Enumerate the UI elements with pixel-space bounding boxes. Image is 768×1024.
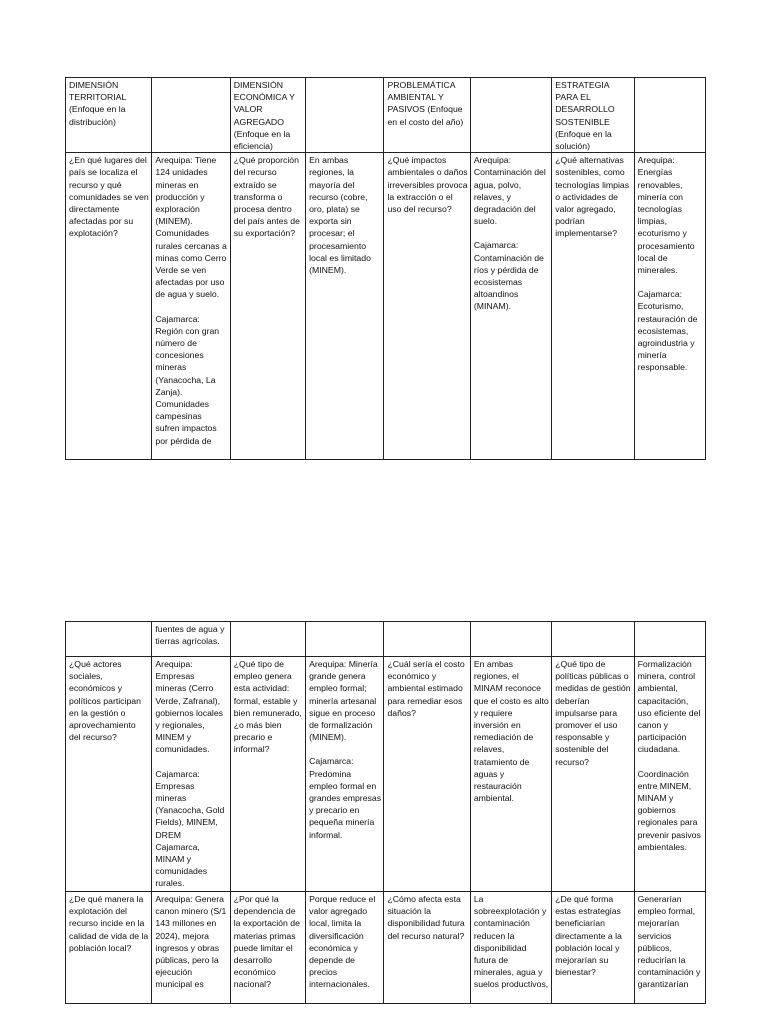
cell-text: ¿Qué actores sociales, económicos y políticos participan en la gestión o aprovechamiento del recurso? — [69, 659, 144, 743]
cell-text: Cajamarca: Contaminación de ríos y pérdida de ecosistemas altoandinos (MINAM). — [473, 240, 547, 312]
cell-text: Formalización minera, control ambiental, capacitación, uso eficiente del canon y participación ciudadana. — [637, 659, 703, 755]
table-page-1 — [65, 77, 706, 460]
continuation-cell — [306, 622, 384, 657]
cell-text: Arequipa: Genera canon minero (S/1 143 millones en 2024), mejora ingresos y obras públicas, pero la ejecución municipal es — [155, 894, 229, 990]
continuation-cell — [66, 622, 152, 657]
header-cell-empty — [306, 78, 384, 153]
cell-text: Arequipa: Minería grande genera empleo formal; minería artesanal sigue en proceso de formalización (MINEM). — [309, 659, 381, 743]
continuation-row — [66, 622, 706, 657]
question-cell — [552, 153, 634, 460]
question-cell — [230, 657, 305, 892]
table-row — [66, 892, 706, 1004]
cell-text: ¿Qué impactos ambientales o daños irreversibles provoca la extracción o el uso del recurso? — [387, 155, 471, 215]
table-page-2 — [65, 621, 706, 1004]
answer-cell — [306, 657, 384, 892]
cell-text: ¿Por qué la dependencia de la exportación de materias primas puede limitar el desarrollo económico nacional? — [233, 894, 303, 990]
header-ambiental: PROBLEMÁTICA AMBIENTAL Y PASIVOS (Enfoque en el costo del año) — [384, 78, 470, 153]
cell-text: Arequipa: Empresas mineras (Cerro Verde, Zafranal), gobiernos locales y regionales, MINEM y comunidades. — [155, 659, 226, 755]
answer-cell — [634, 892, 705, 1004]
continuation-cell — [634, 622, 705, 657]
cell-text: En ambas regiones, la mayoría del recurso (cobre, oro, plata) se exporta sin procesar; el procesamiento local es limitado (MINEM). — [309, 155, 374, 276]
cell-text: ¿Qué alternativas sostenibles, como tecnologías limpias o actividades de valor agregado, podrían implementarse? — [555, 155, 632, 239]
header-cell-empty — [152, 78, 230, 153]
question-cell — [66, 153, 152, 460]
continuation-cell — [152, 622, 230, 657]
answer-cell — [152, 657, 230, 892]
table-header-row — [66, 78, 706, 153]
answer-cell — [470, 153, 551, 460]
answer-cell — [152, 153, 230, 460]
question-cell — [552, 657, 634, 892]
cell-text: La sobreexplotación y contaminación reducen la disponibilidad futura de minerales, agua y suelos productivos, — [473, 894, 549, 990]
question-cell — [230, 153, 305, 460]
header-estrategia: ESTRATEGIA PARA EL DESARROLLO SOSTENIBLE (Enfoque en la solución) — [552, 78, 634, 153]
answer-cell — [634, 153, 705, 460]
table-row — [66, 657, 706, 892]
cell-text: ¿Qué tipo de empleo genera esta actividad: formal, estable y bien remunerado, ¿o más bien precario e informal? — [233, 659, 305, 755]
header-cell-empty — [634, 78, 705, 153]
continuation-cell — [470, 622, 551, 657]
cell-text: ¿De qué forma estas estrategias beneficiarían directamente a la población local y mejorarían su bienestar? — [555, 894, 625, 978]
cell-text: En ambas regiones, el MINAM reconoce que el costo es alto y requiere inversión en remediación de relaves, tratamiento de aguas y restauración ambiental. — [473, 659, 552, 804]
cell-text: ¿Qué proporción del recurso extraído se transforma o procesa dentro del país antes de su exportación? — [233, 155, 303, 239]
cell-text: ¿En qué lugares del país se localiza el recurso y qué comunidades se ven directamente afectadas por su explotación? — [69, 155, 152, 239]
cell-text: Arequipa: Tiene 124 unidades mineras en producción y exploración (MINEM). Comunidades rurales cercanas a minas como Cerro Verde se ven afectadas por uso de agua y suelo. — [155, 155, 230, 300]
cell-text: ¿De qué manera la explotación del recurso incide en la calidad de vida de la población local? — [69, 894, 151, 953]
continuation-cell — [230, 622, 305, 657]
answer-cell — [470, 657, 551, 892]
question-cell — [66, 892, 152, 1004]
cell-text: Generarían empleo formal, mejorarían servicios públicos, reducirían la contaminación y garantizarían — [637, 894, 703, 990]
answer-cell — [152, 892, 230, 1004]
cell-text: ¿Cómo afecta esta situación la disponibilidad futura del recurso natural? — [387, 894, 468, 941]
question-cell — [66, 657, 152, 892]
cell-text: Porque reduce el valor agregado local, limita la diversificación económica y depende de precios internacionales. — [309, 894, 378, 990]
cell-text: ¿Cuál sería el costo económico y ambiental estimado para remediar esos daños? — [387, 659, 468, 718]
cell-text: Arequipa: Energías renovables, minería con tecnologías limpias, ecoturismo y procesamiento local de minerales. — [637, 155, 697, 276]
cell-text: Coordinación entre MINEM, MINAM y gobiernos regionales para prevenir pasivos ambientales. — [637, 768, 704, 852]
answer-cell — [306, 892, 384, 1004]
cell-text: fuentes de agua y tierras agrícolas. — [155, 624, 227, 647]
header-cell-empty — [470, 78, 551, 153]
answer-cell — [470, 892, 551, 1004]
cell-text: Cajamarca: Región con gran número de concesiones mineras (Yanacocha, La Zanja). Comunidades campesinas sufren impactos por pérdida de — [155, 313, 222, 446]
cell-text: Cajamarca: Ecoturismo, restauración de ecosistemas, agroindustria y minería responsable. — [637, 289, 700, 373]
header-territorial: DIMENSIÓN TERRITORIAL (Enfoque en la distribución) — [66, 78, 152, 153]
question-cell — [230, 892, 305, 1004]
continuation-cell — [552, 622, 634, 657]
question-cell — [384, 657, 470, 892]
cell-text: Arequipa: Contaminación del agua, polvo, relaves, y degradación del suelo. — [473, 155, 549, 227]
question-cell — [384, 153, 470, 460]
cell-text: Cajamarca: Empresas mineras (Yanacocha, Gold Fields), MINEM, DREM Cajamarca, MINAM y comunidades rurales. — [155, 768, 225, 889]
question-cell — [384, 892, 470, 1004]
question-cell — [552, 892, 634, 1004]
cell-text: ¿Qué tipo de políticas públicas o medidas de gestión deberían impulsarse para promover el uso responsable y sostenible del recurso? — [555, 659, 633, 767]
continuation-cell — [384, 622, 470, 657]
answer-cell — [306, 153, 384, 460]
table-row — [66, 153, 706, 460]
answer-cell — [634, 657, 705, 892]
header-economica: DIMENSIÓN ECONÓMICA Y VALOR AGREGADO (Enfoque en la eficiencia) — [230, 78, 305, 153]
cell-text: Cajamarca: Predomina empleo formal en grandes empresas y precario en pequeña minería informal. — [309, 756, 384, 840]
